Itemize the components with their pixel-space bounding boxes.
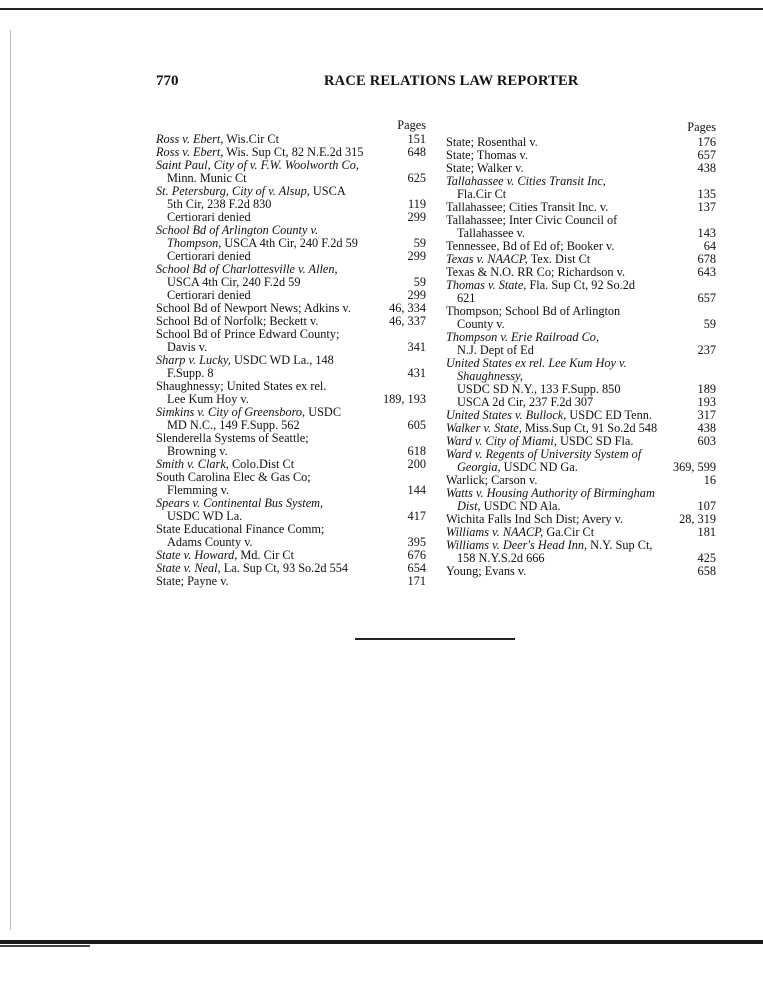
- entry-text: USCA 2d Cir, 237 F.2d 307: [457, 395, 594, 409]
- entry-text: Tennessee, Bd of Ed of; Booker v.: [446, 239, 615, 253]
- entry-page: 605: [407, 418, 426, 432]
- case-name: Shaughnessy,: [457, 369, 523, 383]
- entry-page: 135: [697, 187, 716, 201]
- entry-text: USDC ED Tenn.: [566, 408, 653, 422]
- case-name: Ward v. City of Miami,: [446, 434, 557, 448]
- case-name: Smith v. Clark,: [156, 457, 229, 471]
- entry-page: 676: [407, 548, 426, 562]
- entry-page: 369, 599: [672, 460, 716, 474]
- entry-text: USDC WD La.: [167, 509, 243, 523]
- top-border-line: [0, 8, 763, 10]
- entry-page: 648: [407, 145, 426, 159]
- entry-text: Miss.Sup Ct, 91 So.2d 548: [521, 421, 658, 435]
- case-name: State v. Howard,: [156, 548, 238, 562]
- entry-page: 46, 334: [389, 301, 426, 315]
- page-number: 770: [156, 73, 179, 89]
- entry-text: N.J. Dept of Ed: [457, 343, 534, 357]
- entry-text: Fla.Cir Ct: [457, 187, 507, 201]
- entry-page: 658: [697, 564, 716, 578]
- entry-page: 59: [703, 317, 716, 331]
- entry-page: 657: [697, 291, 716, 305]
- case-name: Sharp v. Lucky,: [156, 353, 231, 367]
- entry-text: USDC: [305, 405, 342, 419]
- case-name: Thompson,: [167, 236, 222, 250]
- case-name: State v. Neal,: [156, 561, 221, 575]
- entry-page: 143: [697, 226, 716, 240]
- entry-text: N.Y. Sup Ct,: [587, 538, 653, 552]
- entry-text: Shaughnessy; United States ex rel.: [156, 379, 327, 393]
- case-name: United States v. Bullock,: [446, 408, 567, 422]
- entry-page: 317: [697, 408, 716, 422]
- case-name: Ross v. Ebert,: [156, 132, 224, 146]
- entry-page: 643: [697, 265, 716, 279]
- case-name: Spears v. Continental Bus System,: [156, 496, 324, 510]
- entry-page: 181: [697, 525, 716, 539]
- entry-page: 438: [697, 161, 716, 175]
- entry-page: 417: [407, 509, 426, 523]
- case-name: Thomas v. State,: [446, 278, 527, 292]
- entry-text: Lee Kum Hoy v.: [167, 392, 249, 406]
- entry-text: State; Payne v.: [156, 574, 229, 588]
- entry-text: State; Rosenthal v.: [446, 135, 538, 149]
- right-index-rows: [446, 136, 716, 578]
- entry-page: 137: [697, 200, 716, 214]
- entry-title: [156, 575, 404, 588]
- entry-page: 438: [697, 421, 716, 435]
- case-name: School Bd of Arlington County v.: [156, 223, 319, 237]
- entry-text: Certiorari denied: [167, 210, 251, 224]
- entry-page: 176: [697, 135, 716, 149]
- entry-page: 618: [407, 444, 426, 458]
- entry-text: Md. Cir Ct: [237, 548, 295, 562]
- entry-text: Colo.Dist Ct: [228, 457, 295, 471]
- entry-page: 299: [407, 288, 426, 302]
- entry-title: [446, 565, 694, 578]
- bottom-border-line: [0, 940, 763, 944]
- entry-text: 158 N.Y.S.2d 666: [457, 551, 545, 565]
- case-name: Williams v. NAACP,: [446, 525, 544, 539]
- case-name: Saint Paul, City of v. F.W. Woolworth Co,: [156, 158, 359, 172]
- entry-title: [446, 279, 712, 292]
- entry-page: 151: [407, 132, 426, 146]
- entry-text: State Educational Finance Comm;: [156, 522, 325, 536]
- entry-page: 189: [697, 382, 716, 396]
- entry-page: 425: [697, 551, 716, 565]
- entry-page: 144: [407, 483, 426, 497]
- left-margin-line: [10, 30, 11, 930]
- entry-text: MD N.C., 149 F.Supp. 562: [167, 418, 300, 432]
- entry-text: USCA 4th Cir, 240 F.2d 59: [221, 236, 358, 250]
- entry-page: 171: [407, 574, 426, 588]
- case-name: Dist,: [457, 499, 481, 513]
- entry-page: 237: [697, 343, 716, 357]
- entry-page: 395: [407, 535, 426, 549]
- entry-page: 46, 337: [389, 314, 426, 328]
- case-name: Ross v. Ebert,: [156, 145, 224, 159]
- case-name: Simkins v. City of Greensboro,: [156, 405, 306, 419]
- case-name: Texas v. NAACP,: [446, 252, 528, 266]
- index-entry: [446, 279, 716, 292]
- entry-page: 299: [407, 210, 426, 224]
- entry-text: School Bd of Newport News; Adkins v.: [156, 301, 351, 315]
- entry-text: F.Supp. 8: [167, 366, 214, 380]
- case-name: Watts v. Housing Authority of Birmingham: [446, 486, 655, 500]
- right-index-column: [446, 120, 716, 578]
- entry-text: County v.: [457, 317, 505, 331]
- section-end-rule: [355, 638, 515, 640]
- case-name: School Bd of Charlottesville v. Allen,: [156, 262, 338, 276]
- entry-text: 5th Cir, 238 F.2d 830: [167, 197, 272, 211]
- entry-text: Certiorari denied: [167, 288, 251, 302]
- entry-page: 200: [407, 457, 426, 471]
- entry-text: Tallahassee v.: [457, 226, 525, 240]
- pages-column-header: Pages: [687, 120, 716, 134]
- entry-text: Flemming v.: [167, 483, 230, 497]
- entry-page: 625: [407, 171, 426, 185]
- case-name: Ward v. Regents of University System of: [446, 447, 642, 461]
- index-entry: [156, 575, 426, 588]
- entry-page: 189, 193: [382, 392, 426, 406]
- entry-page: 657: [697, 148, 716, 162]
- entry-text: Ga.Cir Ct: [543, 525, 595, 539]
- entry-text: Wis.Cir Ct: [223, 132, 280, 146]
- bottom-border-line-secondary: [0, 945, 90, 947]
- entry-text: Adams County v.: [167, 535, 253, 549]
- entry-text: USDC WD La., 148: [230, 353, 334, 367]
- entry-text: USCA 4th Cir, 240 F.2d 59: [167, 275, 301, 289]
- entry-page: 193: [697, 395, 716, 409]
- entry-text: Texas & N.O. RR Co; Richardson v.: [446, 265, 626, 279]
- entry-text: South Carolina Elec & Gas Co;: [156, 470, 311, 484]
- entry-text: Slenderella Systems of Seattle;: [156, 431, 309, 445]
- left-index-rows: [156, 133, 426, 588]
- entry-text: 621: [457, 291, 476, 305]
- entry-text: Certiorari denied: [167, 249, 251, 263]
- case-name: Williams v. Deer's Head Inn,: [446, 538, 588, 552]
- left-index-column: [156, 118, 426, 588]
- entry-text: State; Walker v.: [446, 161, 524, 175]
- entry-text: Thompson; School Bd of Arlington: [446, 304, 621, 318]
- entry-text: Wichita Falls Ind Sch Dist; Avery v.: [446, 512, 624, 526]
- entry-page: 119: [408, 197, 426, 211]
- entry-page: 299: [407, 249, 426, 263]
- entry-text: Young; Evans v.: [446, 564, 527, 578]
- page-title: RACE RELATIONS LAW REPORTER: [324, 73, 579, 89]
- entry-text: La. Sup Ct, 93 So.2d 554: [220, 561, 349, 575]
- entry-text: Browning v.: [167, 444, 228, 458]
- entry-page: 59: [413, 236, 426, 250]
- entry-text: Davis v.: [167, 340, 208, 354]
- entry-page: 64: [703, 239, 716, 253]
- entry-text: Tallahassee; Cities Transit Inc. v.: [446, 200, 609, 214]
- entry-text: USDC ND Ga.: [500, 460, 578, 474]
- entry-text: Warlick; Carson v.: [446, 473, 538, 487]
- entry-text: Tallahassee; Inter Civic Council of: [446, 213, 618, 227]
- case-name: Georgia,: [457, 460, 501, 474]
- pages-column-header: Pages: [397, 118, 426, 132]
- entry-text: USCA: [309, 184, 346, 198]
- entry-text: USDC ND Ala.: [480, 499, 561, 513]
- index-entry: [446, 565, 716, 578]
- entry-page: 28, 319: [679, 512, 716, 526]
- case-name: Thompson v. Erie Railroad Co,: [446, 330, 600, 344]
- entry-page: 431: [407, 366, 426, 380]
- entry-text: Fla. Sup Ct, 92 So.2d: [526, 278, 636, 292]
- entry-text: Wis. Sup Ct, 82 N.E.2d 315: [223, 145, 364, 159]
- entry-page: 678: [697, 252, 716, 266]
- entry-page: 654: [407, 561, 426, 575]
- entry-text: School Bd of Prince Edward County;: [156, 327, 340, 341]
- entry-page: 16: [703, 473, 716, 487]
- entry-text: USDC SD Fla.: [556, 434, 634, 448]
- entry-page: 107: [697, 499, 716, 513]
- case-name: St. Petersburg, City of v. Alsup,: [156, 184, 310, 198]
- entry-text: State; Thomas v.: [446, 148, 528, 162]
- entry-text: Tex. Dist Ct: [527, 252, 591, 266]
- case-name: Tallahassee v. Cities Transit Inc,: [446, 174, 606, 188]
- case-name: United States ex rel. Lee Kum Hoy v.: [446, 356, 627, 370]
- entry-text: School Bd of Norfolk; Beckett v.: [156, 314, 319, 328]
- case-name: Walker v. State,: [446, 421, 522, 435]
- entry-page: 341: [407, 340, 426, 354]
- entry-page: 603: [697, 434, 716, 448]
- entry-text: USDC SD N.Y., 133 F.Supp. 850: [457, 382, 621, 396]
- entry-page: 59: [413, 275, 426, 289]
- entry-text: Minn. Munic Ct: [167, 171, 247, 185]
